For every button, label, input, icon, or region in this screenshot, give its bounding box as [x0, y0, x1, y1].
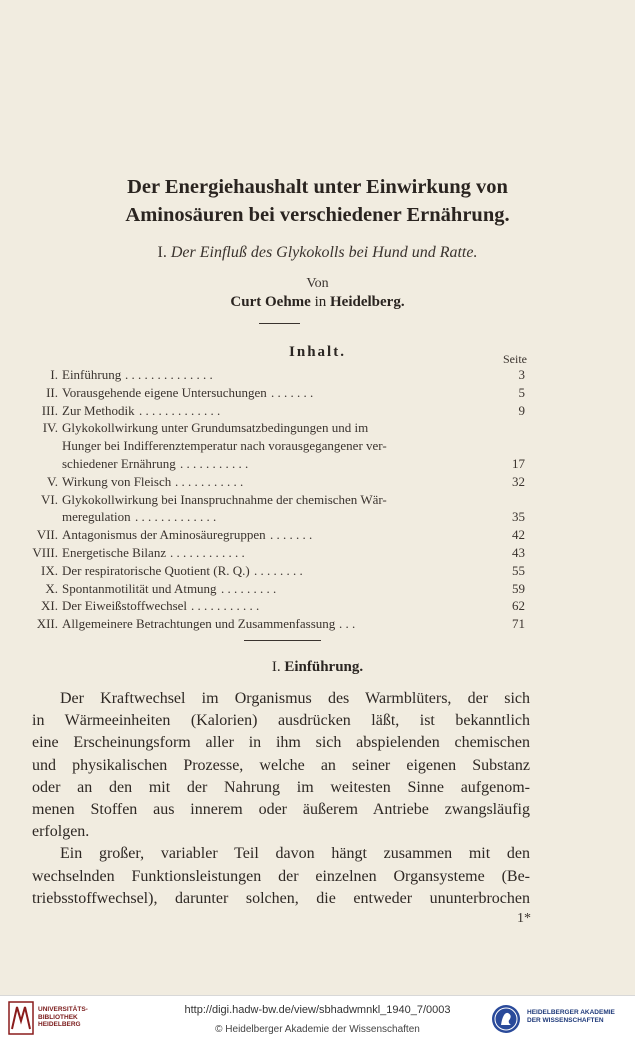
section-number: I.	[271, 659, 281, 675]
text-line: menen Stoffen aus innerem oder äußerem Antriebe zwangsläufig	[32, 800, 530, 818]
toc-title: Allgemeinere Betrachtungen und Zusammenfassung	[62, 616, 336, 632]
toc-number: IX.	[41, 562, 58, 578]
toc-title: Glykokollwirkung unter Grundumsatzbedingungen und im	[62, 420, 369, 436]
toc-entry	[0, 508, 635, 526]
section-heading	[0, 659, 635, 676]
source-url-link[interactable]: http://digi.hadw-bw.de/view/sbhadwmnkl_1940_7/0003	[184, 1004, 451, 1016]
ub-line: BIBLIOTHEK	[38, 1013, 78, 1021]
table-of-contents	[0, 366, 635, 633]
toc-title: Antagonismus der Aminosäuregruppen	[62, 527, 266, 543]
toc-leader-dots: . . . . . . . . . . . .	[170, 544, 245, 560]
toc-page-number: 32	[512, 473, 525, 489]
text-line: wechselnden Funktionsleistungen der einzelnen Organsysteme (Be-	[32, 867, 530, 885]
academy-label	[527, 1009, 615, 1025]
text-line: triebsstoffwechsel), darunter solchen, die entweder ununterbrochen	[32, 889, 530, 907]
author-in: in	[314, 294, 327, 310]
section-title: Einführung.	[284, 659, 364, 675]
divider	[259, 323, 300, 324]
ub-line: HEIDELBERG	[38, 1021, 81, 1028]
von-label: Von	[306, 276, 329, 291]
toc-page-number: 35	[512, 509, 525, 525]
toc-number: XI.	[41, 598, 58, 614]
toc-entry	[0, 384, 635, 402]
toc-page-number: 5	[518, 384, 525, 400]
toc-entry	[0, 526, 635, 544]
toc-number: IV.	[42, 420, 58, 436]
toc-number: XII.	[36, 616, 58, 632]
academy-logo-icon	[491, 1004, 521, 1034]
hd-line: DER WISSENSCHAFTEN	[527, 1017, 604, 1024]
toc-title: Vorausgehende eigene Untersuchungen	[62, 384, 267, 400]
toc-page-number: 3	[518, 367, 525, 382]
toc-number: III.	[41, 402, 58, 418]
toc-number: VIII.	[32, 544, 58, 560]
text-line: in Wärmeeinheiten (Kalorien) ausdrücken läßt, ist bekanntlich	[32, 712, 530, 730]
title-line: Der Energiehaushalt unter Einwirkung von	[127, 176, 508, 198]
contents-heading: Inhalt.	[289, 344, 346, 360]
toc-entry	[0, 402, 635, 420]
toc-entry	[0, 491, 635, 509]
toc-leader-dots: . . . . . . . . . . .	[191, 598, 260, 614]
article-title	[0, 173, 635, 229]
toc-number: X.	[45, 580, 58, 596]
toc-page-number: 43	[512, 544, 525, 560]
copyright-notice: © Heidelberger Akademie der Wissenschaften	[215, 1024, 420, 1035]
title-line: Aminosäuren bei verschiedener Ernährung.	[125, 204, 510, 226]
subtitle	[0, 244, 635, 262]
viewer-footer	[0, 995, 635, 1042]
toc-entry	[0, 455, 635, 473]
author-line	[0, 294, 635, 311]
text-line: oder an den mit der Nahrung im weitesten Sinne aufgenom-	[32, 778, 530, 796]
toc-title: Zur Methodik	[62, 402, 135, 418]
page-column-heading: Seite	[503, 352, 527, 366]
toc-leader-dots: . . . . . . . . . . .	[180, 455, 249, 471]
toc-leader-dots: . . .	[339, 616, 356, 632]
toc-number: V.	[47, 473, 58, 489]
toc-entry	[0, 473, 635, 491]
text-line: Ein großer, variabler Teil davon hängt zusammen mit den	[60, 845, 530, 863]
toc-page-number: 59	[512, 580, 525, 596]
toc-title: Energetische Bilanz	[62, 544, 167, 560]
text-line: erfolgen.	[32, 823, 90, 841]
toc-leader-dots: . . . . . . . . . . . . . .	[125, 367, 213, 382]
toc-leader-dots: . . . . . . .	[271, 384, 314, 400]
toc-entry	[0, 562, 635, 580]
toc-page-number: 9	[518, 402, 525, 418]
toc-entry	[0, 615, 635, 633]
toc-leader-dots: . . . . . . . . . . .	[175, 473, 244, 489]
toc-page-number: 71	[512, 616, 525, 632]
toc-leader-dots: . . . . . . . . .	[221, 580, 277, 596]
toc-number: VI.	[41, 491, 58, 507]
toc-title: Hunger bei Indifferenztemperatur nach vorausgegangener ver-	[62, 438, 387, 454]
toc-title: Wirkung von Fleisch	[62, 473, 172, 489]
toc-entry	[0, 366, 635, 384]
body-text	[32, 688, 530, 910]
author-place: Heidelberg.	[330, 294, 405, 310]
subtitle-number: I.	[157, 244, 167, 261]
toc-title: Der Eiweißstoffwechsel	[62, 598, 188, 614]
toc-page-number: 42	[512, 527, 525, 543]
toc-number: VII.	[36, 527, 58, 543]
toc-title: Einführung	[62, 367, 122, 382]
text-line: und physikalischen Prozesse, welche an seiner eigenen Substanz	[32, 756, 530, 774]
text-line: eine Erscheinungsform aller in ihm sich abspielenden chemischen	[32, 734, 530, 752]
toc-title: Glykokollwirkung bei Inanspruchnahme der chemischen Wär-	[62, 491, 387, 507]
toc-entry	[0, 419, 635, 437]
divider	[244, 640, 321, 641]
subtitle-text: Der Einfluß des Glykokolls bei Hund und Ratte.	[170, 244, 478, 261]
ub-line: UNIVERSITÄTS-	[38, 1006, 88, 1013]
toc-entry	[0, 437, 635, 455]
toc-number: II.	[46, 384, 58, 400]
toc-entry	[0, 597, 635, 615]
toc-leader-dots: . . . . . . . . . . . . .	[139, 402, 221, 418]
toc-number: I.	[50, 367, 58, 382]
toc-entry	[0, 544, 635, 562]
hd-line: HEIDELBERGER AKADEMIE	[527, 1009, 615, 1016]
text-line: Der Kraftwechsel im Organismus des Warmblüters, der sich	[60, 690, 530, 707]
toc-leader-dots: . . . . . . .	[270, 527, 313, 543]
toc-page-number: 17	[512, 455, 525, 471]
toc-leader-dots: . . . . . . . . . . . . .	[135, 509, 217, 525]
signature-mark: 1*	[517, 911, 531, 926]
toc-title: Spontanmotilität und Atmung	[62, 580, 217, 596]
toc-page-number: 62	[512, 598, 525, 614]
toc-title: schiedener Ernährung	[62, 455, 176, 471]
toc-title: meregulation	[62, 509, 131, 525]
toc-leader-dots: . . . . . . . .	[254, 562, 303, 578]
toc-page-number: 55	[512, 562, 525, 578]
toc-title: Der respiratorische Quotient (R. Q.)	[62, 562, 250, 578]
toc-entry	[0, 580, 635, 598]
author-name: Curt Oehme	[230, 294, 311, 310]
